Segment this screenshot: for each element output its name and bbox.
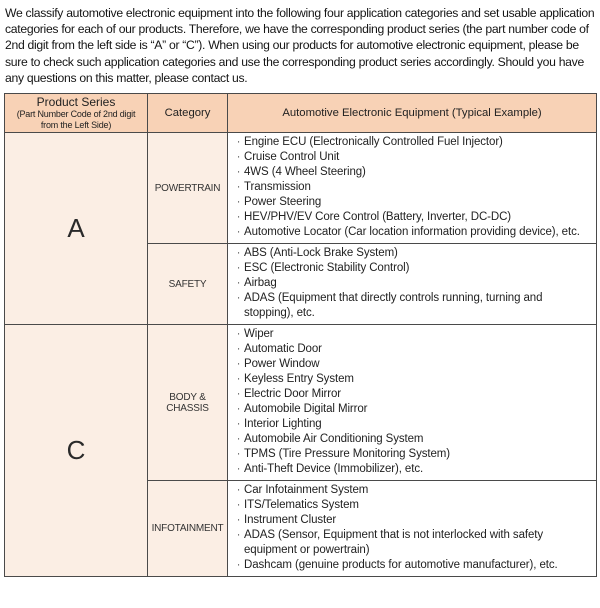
bullet-icon: · [236, 514, 241, 527]
intro-paragraph: We classify automotive electronic equipment into the following four application categories and set usable application categories for each of our products. Therefore, we have the corresponding product series (the part number code of 2nd digit from the left side is “A” or “C”). When using our products for automotive electronic equipment, please be sure to check such application categories and use the corresponding product series accordingly. Should you have any questions on this matter, please contact us. [5, 6, 595, 85]
bullet-icon: · [236, 499, 241, 512]
equipment-item [233, 357, 593, 372]
equipment-item [233, 276, 593, 291]
bullet-icon: · [236, 529, 241, 542]
bullet-icon: · [236, 403, 241, 416]
equipment-item-text: ABS (Anti-Lock Brake System) [244, 247, 398, 260]
category-cell: BODY & CHASSIS [148, 325, 228, 481]
equipment-item-text: Transmission [244, 181, 311, 194]
header-product-series-subtitle: (Part Number Code of 2nd digit from the Left Side) [16, 109, 136, 130]
equipment-item-text: Automobile Digital Mirror [244, 403, 368, 416]
bullet-icon: · [236, 559, 241, 572]
equipment-item [233, 225, 593, 240]
equipment-item-text: 4WS (4 Wheel Steering) [244, 166, 366, 179]
equipment-item [233, 447, 593, 462]
bullet-icon: · [236, 181, 241, 194]
bullet-icon: · [236, 151, 241, 164]
equipment-item-text: ADAS (Sensor, Equipment that is not interlocked with safety equipment or powertrain) [244, 529, 544, 557]
header-product-series [5, 94, 148, 133]
equipment-item-text: Airbag [244, 277, 277, 290]
bullet-icon: · [236, 247, 241, 260]
equipment-item-text: ESC (Electronic Stability Control) [244, 262, 410, 275]
bullet-icon: · [236, 388, 241, 401]
category-cell: SAFETY [148, 244, 228, 325]
equipment-item [233, 246, 593, 261]
equipment-item-text: Engine ECU (Electronically Controlled Fuel Injector) [244, 136, 503, 149]
equipment-item [233, 498, 593, 513]
bullet-icon: · [236, 292, 241, 305]
bullet-icon: · [236, 343, 241, 356]
header-product-series-title: Product Series [36, 95, 116, 110]
bullet-icon: · [236, 433, 241, 446]
equipment-item [233, 402, 593, 417]
equipment-items-cell [228, 481, 597, 577]
bullet-icon: · [236, 448, 241, 461]
equipment-item [233, 387, 593, 402]
equipment-item-text: Wiper [244, 328, 274, 341]
bullet-icon: · [236, 136, 241, 149]
equipment-item-text: Electric Door Mirror [244, 388, 342, 401]
bullet-icon: · [236, 484, 241, 497]
bullet-icon: · [236, 226, 241, 239]
equipment-item-text: Anti-Theft Device (Immobilizer), etc. [244, 463, 424, 476]
equipment-item [233, 180, 593, 195]
bullet-icon: · [236, 418, 241, 431]
table-header-row [5, 94, 597, 133]
equipment-item [233, 210, 593, 225]
equipment-item-text: ITS/Telematics System [244, 499, 359, 512]
equipment-item-text: Interior Lighting [244, 418, 322, 431]
equipment-item-text: Power Window [244, 358, 320, 371]
equipment-item [233, 372, 593, 387]
equipment-item-text: Instrument Cluster [244, 514, 337, 527]
header-category: Category [148, 94, 228, 133]
equipment-item [233, 150, 593, 165]
equipment-item-text: Power Steering [244, 196, 322, 209]
series-cell: C [5, 325, 148, 577]
equipment-item [233, 261, 593, 276]
category-cell: INFOTAINMENT [148, 481, 228, 577]
header-equipment: Automotive Electronic Equipment (Typical Example) [228, 94, 597, 133]
bullet-icon: · [236, 358, 241, 371]
equipment-items-cell [228, 325, 597, 481]
equipment-item [233, 432, 593, 447]
equipment-item-text: Dashcam (genuine products for automotive manufacturer), etc. [244, 559, 558, 572]
equipment-item-text: Cruise Control Unit [244, 151, 340, 164]
equipment-item-text: Car Infotainment System [244, 484, 369, 497]
table-row [5, 133, 597, 244]
bullet-icon: · [236, 262, 241, 275]
bullet-icon: · [236, 373, 241, 386]
equipment-items-cell [228, 244, 597, 325]
equipment-items-cell [228, 133, 597, 244]
equipment-item [233, 135, 593, 150]
series-cell: A [5, 133, 148, 325]
bullet-icon: · [236, 328, 241, 341]
equipment-item [233, 327, 593, 342]
equipment-item [233, 291, 593, 321]
equipment-item-text: Automatic Door [244, 343, 322, 356]
bullet-icon: · [236, 277, 241, 290]
equipment-item [233, 528, 593, 558]
equipment-item [233, 342, 593, 357]
bullet-icon: · [236, 196, 241, 209]
table-row [5, 325, 597, 481]
equipment-item-text: ADAS (Equipment that directly controls running, turning and stopping), etc. [244, 292, 543, 320]
table-body [5, 133, 597, 577]
equipment-item-text: Keyless Entry System [244, 373, 354, 386]
equipment-item-text: HEV/PHV/EV Core Control (Battery, Inverter, DC-DC) [244, 211, 512, 224]
equipment-item-text: Automotive Locator (Car location information providing device), etc. [244, 226, 580, 239]
bullet-icon: · [236, 211, 241, 224]
category-cell: POWERTRAIN [148, 133, 228, 244]
equipment-item [233, 483, 593, 498]
bullet-icon: · [236, 463, 241, 476]
classification-table [4, 93, 597, 577]
equipment-item-text: Automobile Air Conditioning System [244, 433, 424, 446]
equipment-item [233, 165, 593, 180]
equipment-item [233, 558, 593, 573]
bullet-icon: · [236, 166, 241, 179]
equipment-item [233, 462, 593, 477]
equipment-item [233, 513, 593, 528]
equipment-item-text: TPMS (Tire Pressure Monitoring System) [244, 448, 451, 461]
equipment-item [233, 417, 593, 432]
equipment-item [233, 195, 593, 210]
